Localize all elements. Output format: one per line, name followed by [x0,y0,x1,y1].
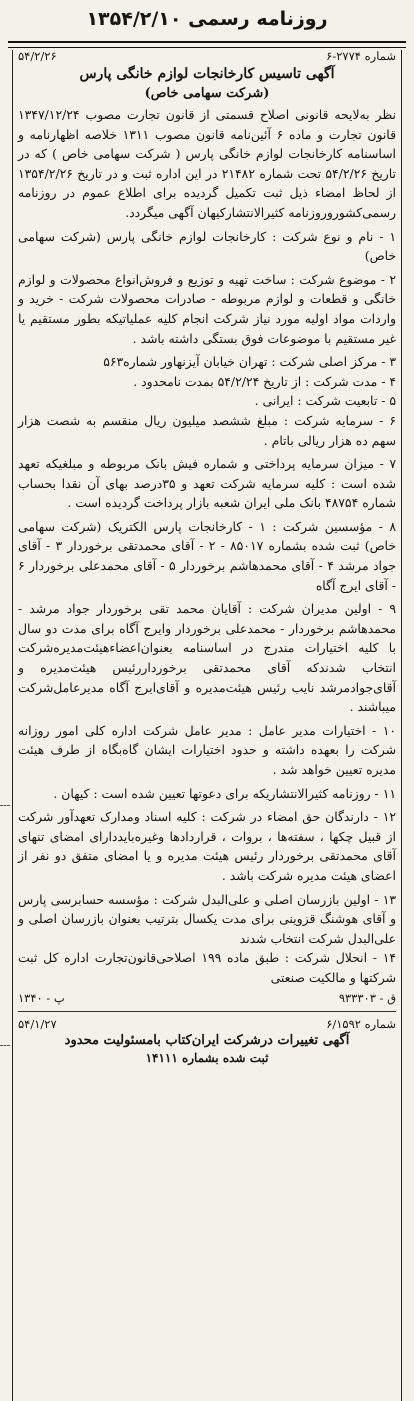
left-column-rule [12,50,13,1401]
notice-date-ref: ۵۴/۲/۲۶ [18,49,57,63]
notice-item: ۱۱ - روزنامه کثیرالانتشاریکه برای دعوتها تعیین شده است : کیهان . [53,785,396,801]
notice-item: ۸ - مؤسسین شرکت : ۱ - کارخانجات پارس الکتریک (شرکت سهامی خاص) ثبت شده بشماره ۸۵۰۱۷ - ۲ - آقای محمدتقی برخوردار ۳ - آقای جواد مرشد ۴ - آقای محمدهاشم برخوردار ۵ - آقای محمدعلی برخوردار ۶ - آقای ایرج آگاه [18,518,397,593]
notice-item: ۴ - مدت شرکت : از تاریخ ۵۴/۲/۲۴ بمدت نامحدود . [133,373,396,389]
notice-item: ۱۲ - دارندگان حق امضاء در شرکت : کلیه اسناد ومدارک تعهدآور شرکت از قبیل چکها ، سفته‌ها ، بروات ، قراردادها وغیره‌بایددارای امضای تنهای آقای محمدتقی برخوردار رئیس هیئت مدیره و یا امضای متفق دو نفر از اعضای هیئت مدیره شرکت باشد . [18,809,396,883]
header-rule [8,41,406,48]
ref-code-left: پ - ۱۳۴۰ [18,990,65,1005]
notice-ref-codes [18,990,396,1006]
notice-meta [18,48,396,64]
notice-subtitle: (شرکت سهامی خاص) [144,86,270,101]
next-notice-meta [18,1016,396,1032]
next-notice-subtitle: ثبت شده بشماره ۱۴۱۱۱ [145,1050,269,1065]
notice-item: ۹ - اولین مدیران شرکت : آقایان محمد تقی برخوردار جواد مرشد - محمدهاشم برخوردار - محمدعلی برخوردار وایرج آگاه برای مدت دو سال با کلیه اختیارات مندرج در اساسنامه بعنوان‌اعضاء‌هیئت‌مدیره‌شرکت انتخاب شدندکه آقای محمدتقی برخوردار‌رئیس هیئت‌مدیره و آقای‌جوادمرشد نایب رئیس هیئت‌مدیره و آقای‌ایرج آگاه مدیرعامل‌شرکت میباشند . [18,601,396,715]
notice-item: ۱۰ - اختیارات مدیر عامل : مدیر عامل شرکت اداره کلی امور روزانه شرکت را بعهده داشته و حدود اختیارات ایشان گاه‌بگاه از طرف هیئت مدیره تعیین خواهد شد . [18,722,396,777]
page-header: روزنامه رسمی ۱۳۵۴/۲/۱۰ [86,8,328,30]
notice-number: شماره ۲۷۷۴-۶ [326,49,396,63]
next-notice-title: آگهی تغییرات درشرکت ایران‌کتاب بامسئولیت محدود [64,1032,350,1048]
ref-code-right: ق - ۹۳۳۳۰۳ [338,990,396,1005]
margin-tick [0,805,10,806]
notice-item: ۲ - موضوع شرکت : ساخت تهیه و توزیع و فروش‌انواع محصولات و لوازم خانگی و قطعات و لوازم مربوطه - صادرات محصولات شرکت - خرید و واردات مواد اولیه مورد نیاز شرکت انجام کلیه عملیاتیکه بطور مستقیم یا غیر مستقیم با موضوعات فوق بستگی داشته باشد . [18,271,396,346]
next-notice-date-ref: ۵۴/۱/۲۷ [18,1016,57,1031]
notice-item: ۵ - تابعیت شرکت : ایرانی . [254,393,396,409]
notice-item: ۶ - سرمایه شرکت : مبلغ ششصد میلیون ریال منقسم به شصت هزار سهم ده هزار ریالی باتام . [18,412,396,448]
notice-item: ۱۳ - اولین بازرسان اصلی و علی‌البدل شرکت : مؤسسه حسابرسی پارس و آقای هوشنگ قزوینی برای مدت یکسال بترتیب بعنوان بازرسان اصلی و علی‌البدل شرکت انتخاب شدند [18,891,396,946]
margin-tick [0,1045,10,1046]
notice-item: ۱ - نام و نوع شرکت : کارخانجات لوازم خانگی پارس (شرکت سهامی خاص) [18,228,396,264]
notice-item: ۷ - میزان سرمایه پرداختی و شماره فیش بانک مربوطه و مبلغیکه تعهد شده است : کلیه سرمایه شرکت تعهد و ۳۵درصد بهای آن نقدا بحساب شماره ۴۸۷۵۴ بانک ملی ایران شعبه بازار پرداخت گردیده است . [18,456,396,511]
notice-separator [18,1011,396,1012]
notice-item: ۱۴ - انحلال شرکت : طبق ماده ۱۹۹ اصلاحی‌قانون‌تجارت اداره کل ثبت شرکتها و مالکیت صنعتی [18,950,396,985]
notice-intro: نظر به‌لایحه قانونی اصلاح قسمتی از قانون تجارت مصوب ۱۳۴۷/۱۲/۲۴ قانون تجارت و ماده ۶ آئین‌نامه قانون مصوب ۱۳۱۱ خلاصه اظهارنامه و اساسنامه کارخانجات لوازم خانگی پارس ( شرکت سهامی خاص ) که در تاریخ ۵۴/۲/۲۶ تحت شماره ۲۱۴۸۲ در این اداره ثبت و در تاریخ ۱۳۵۴/۲/۲۶ از لحاظ امضاء ذیل ثبت تکمیل گردیده برای اطلاع عموم در روزنامه رسمی‌کشورو‌روزنامه کثیرالانتشارکیهان آگهی میگردد. [18,107,396,220]
article-column [18,48,396,1401]
next-notice-number: شماره ۶/۱۵۹۲ [326,1016,396,1031]
notice-title: آگهی تاسیس کارخانجات لوازم خانگی پارس [79,66,335,82]
notice-item: ۳ - مرکز اصلی شرکت : تهران خیابان آیزنهاور شماره۵۶۳ [103,354,396,370]
right-column-rule [401,50,402,1401]
